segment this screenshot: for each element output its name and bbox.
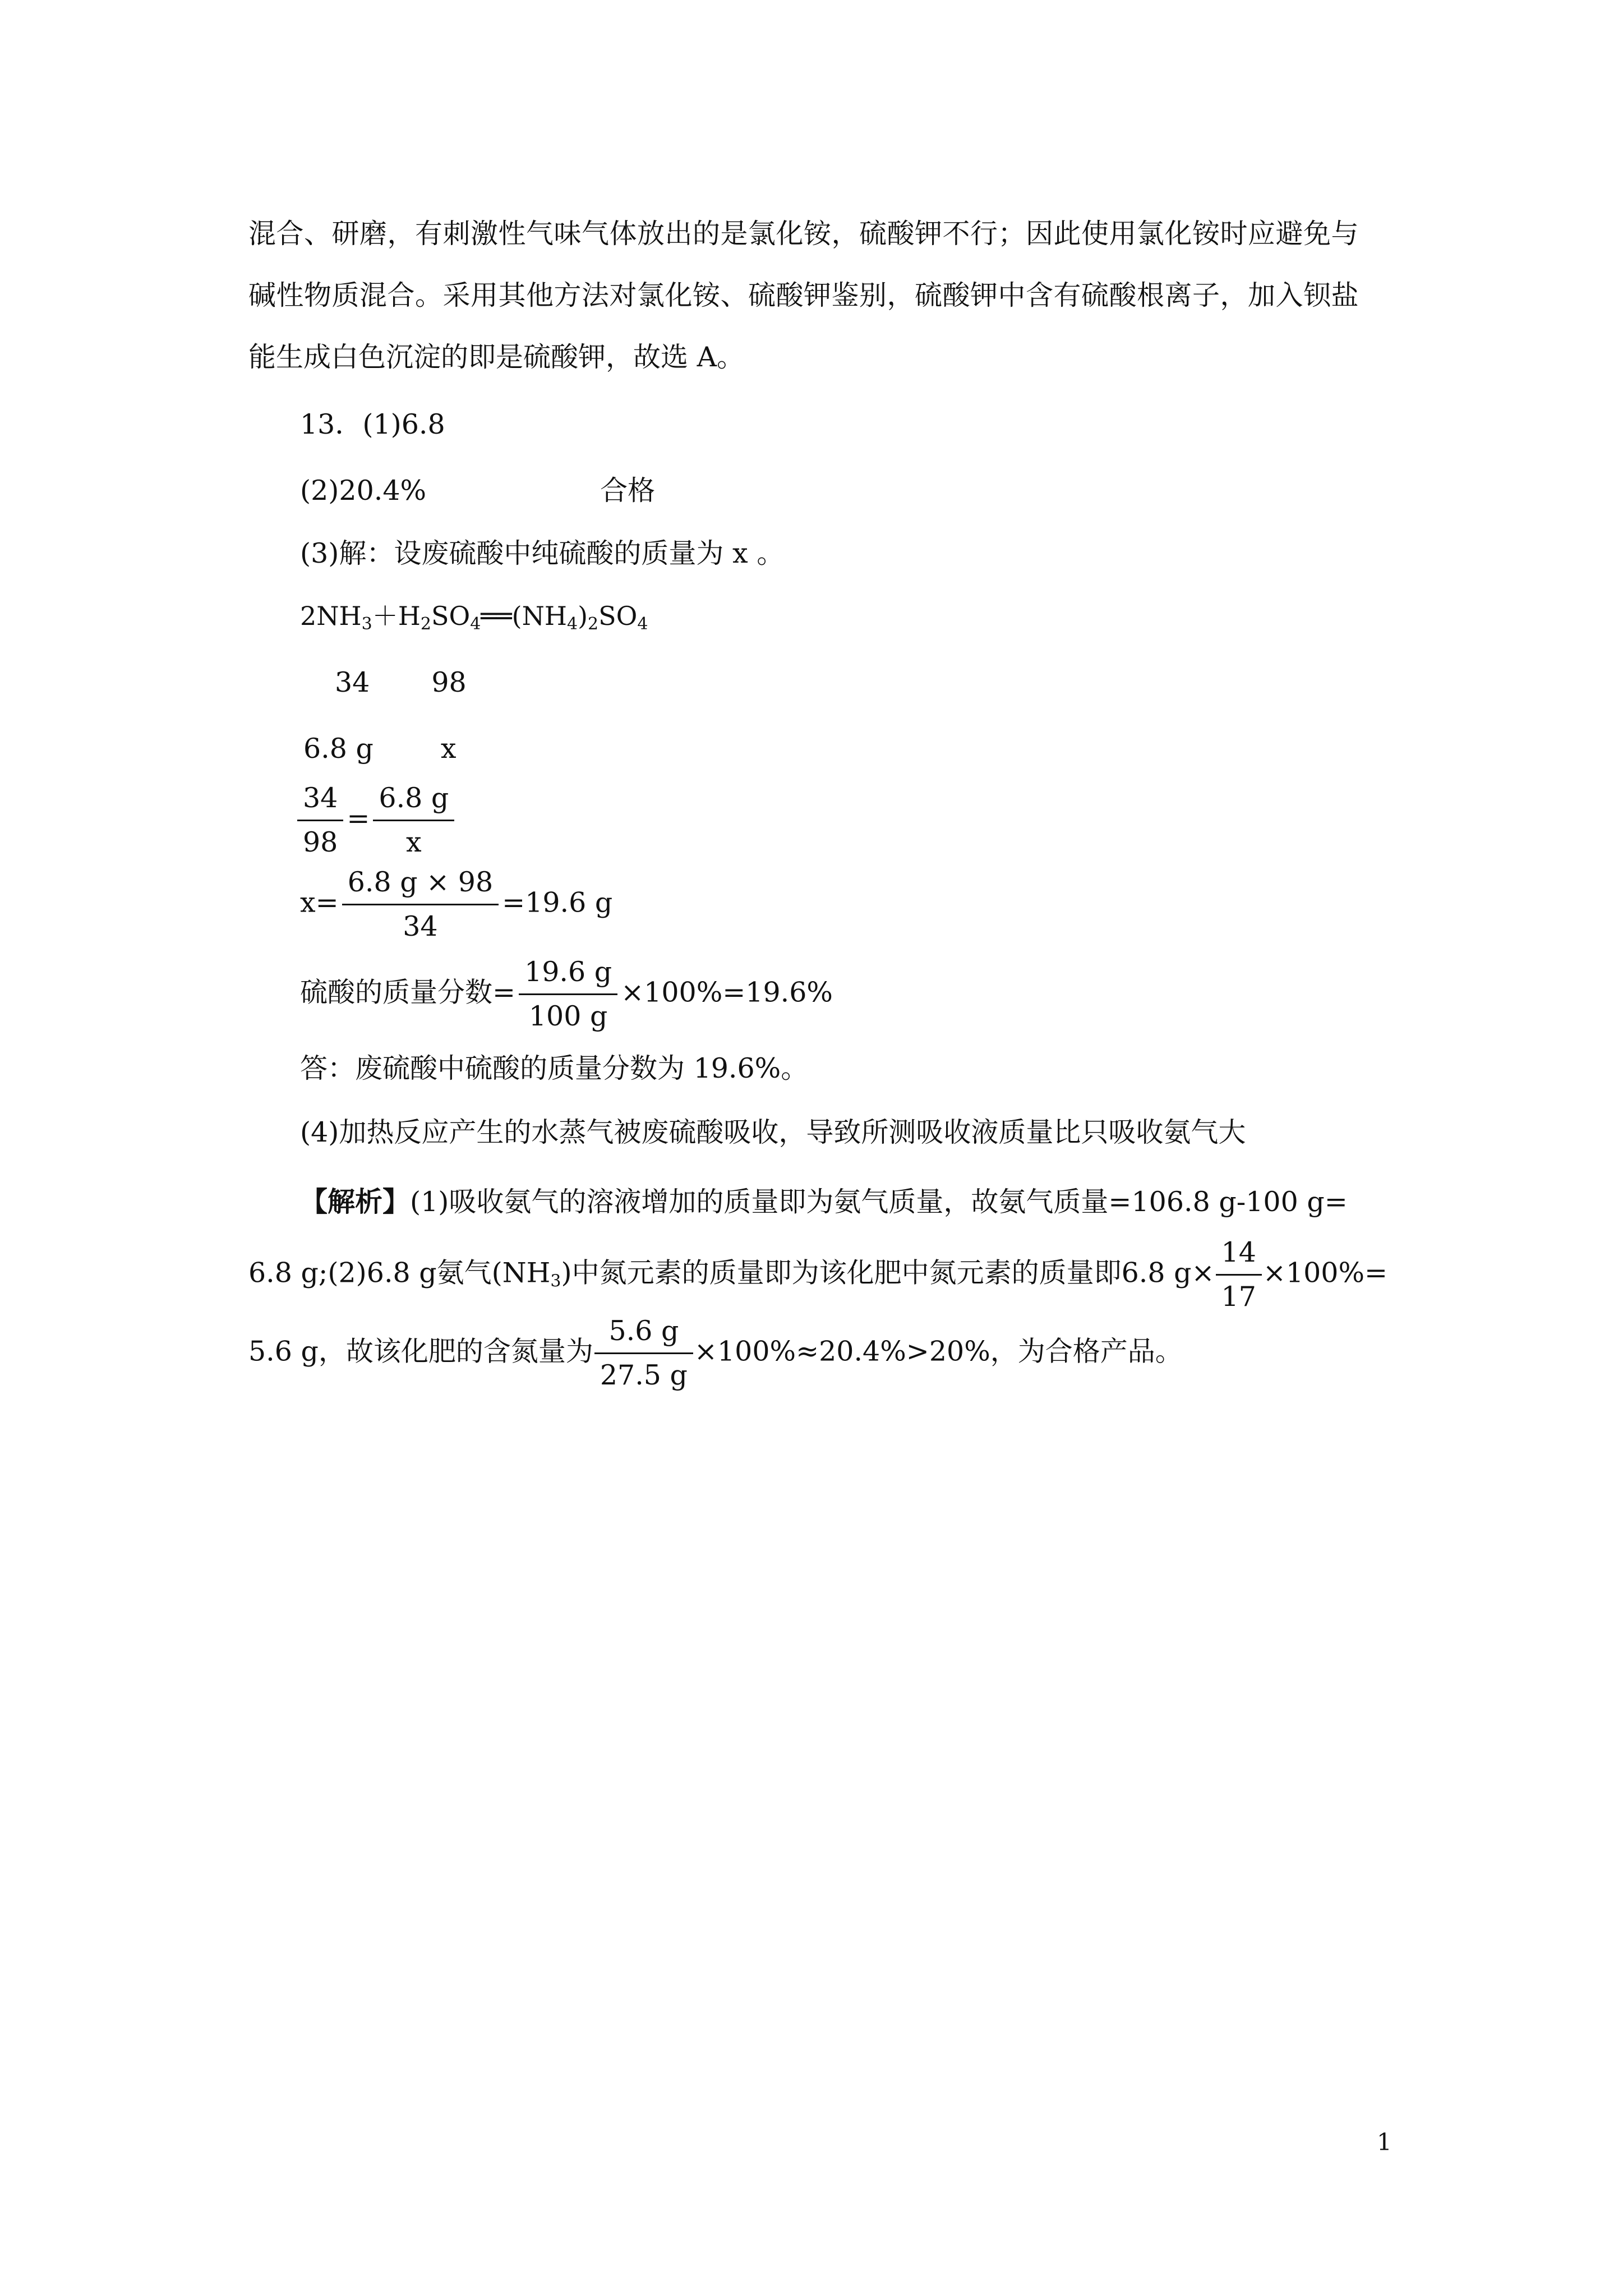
paragraph-line-2: 碱性物质混合。采用其他方法对氯化铵、硫酸钾鉴别，硫酸钾中含有硫酸根离子，加入钡盐 [248,279,1359,311]
eq-sub-1: 3 [361,614,372,634]
q13-part-1: 13．(1)6.8 [300,408,445,440]
eq-term-1: 2NH [300,601,362,631]
q13-part-2-result: 合格 [600,475,656,507]
solve-equation [300,867,612,943]
analysis-line-2-a: 6.8 g;(2)6.8 g氨气(NH [248,1257,551,1289]
eq-sub-2: 2 [420,614,431,634]
eq-term-2: ＋H [372,601,421,631]
q13-part-2 [300,475,656,507]
analysis-line-3 [248,1315,1183,1392]
mass-fraction-fraction: $\frac{19.6 g}{100 g}$ [519,956,617,1033]
q13-part-4: (4)加热反应产生的水蒸气被废硫酸吸收，导致所测吸收液质量比只吸收氨气大 [300,1116,1246,1148]
ratio-row [335,666,467,698]
ratio-h2so4: 98 [431,666,467,698]
q13-part-2-value: (2)20.4% [300,475,427,507]
analysis-line-2-sub: 3 [550,1271,561,1291]
eq-term-3: SO [431,601,471,631]
q13-answer: 答：废硫酸中硫酸的质量分数为 19.6%。 [300,1052,809,1084]
eq-term-6: SO [598,601,638,631]
eq-sub-5: 2 [588,614,599,634]
paragraph-line-3: 能生成白色沉淀的即是硫酸钾，故选 A。 [248,341,744,373]
solve-rhs: =19.6 g [502,886,613,919]
proportion-left-fraction: $\frac{34}{98}$ [297,783,343,859]
eq-sub-4: 4 [566,614,578,634]
proportion-right-fraction: $\frac{6.8 g}{x}$ [373,783,454,859]
analysis-line-1-text: (1)吸收氨气的溶液增加的质量即为氨气质量，故氨气质量=106.8 g-100 g= [410,1186,1348,1218]
analysis-line-3-b: ×100%≈20.4%>20%，为合格产品。 [694,1335,1183,1368]
mass-fraction-equation [300,956,833,1033]
analysis-line-2-fraction: $\frac{14}{17}$ [1216,1237,1262,1313]
chemical-equation [300,601,648,634]
eq-term-4: ══(NH [481,601,567,631]
mass-fraction-result: ×100%=19.6% [621,976,833,1009]
analysis-line-2-b: )中氮元素的质量即为该化肥中氮元素的质量即6.8 g× [561,1257,1215,1289]
eq-term-5: ) [578,601,588,631]
proportion-equals: = [347,802,370,835]
mass-fraction-label: 硫酸的质量分数= [300,976,516,1009]
eq-sub-6: 4 [637,614,648,634]
analysis-line-3-fraction: $\frac{5.6 g}{27.5 g}$ [594,1315,693,1392]
page-number: 1 [1377,2128,1392,2156]
analysis-line-3-a: 5.6 g，故该化肥的含氮量为 [248,1335,593,1368]
q13-part-3-intro: (3)解：设废硫酸中纯硫酸的质量为 x 。 [300,537,785,569]
proportion-equation [297,783,458,859]
solve-fraction: $\frac{6.8 g \times 98}{34}$ [342,867,499,943]
analysis-line-1 [300,1185,1348,1218]
analysis-tag: 【解析】 [300,1185,411,1218]
paragraph-line-1: 混合、研磨，有刺激性气味气体放出的是氯化铵，硫酸钾不行；因此使用氯化铵时应避免与 [248,218,1359,250]
eq-sub-3: 4 [470,614,481,634]
solve-lhs: x= [300,886,339,919]
mass-nh3: 6.8 g [303,733,374,765]
analysis-line-2 [248,1237,1387,1313]
analysis-line-2-c: ×100%= [1262,1257,1388,1289]
ratio-nh3: 34 [335,666,370,698]
mass-x: x [440,733,457,765]
mass-row [303,733,457,765]
